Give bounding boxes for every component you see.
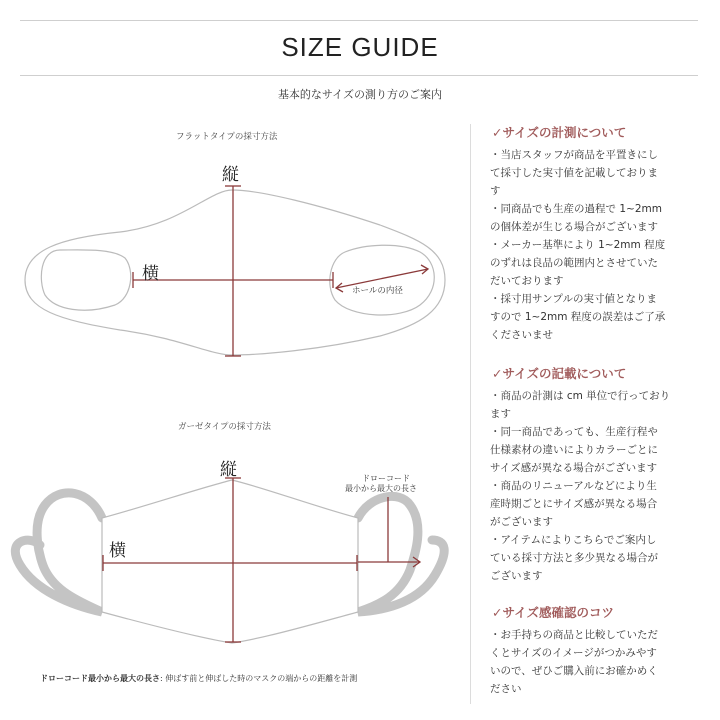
text-line: 産時期ごとにサイズ感が異なる場合 xyxy=(490,498,658,510)
section-tips-body xyxy=(490,626,700,698)
text-line: の個体差が生じる場合がございます xyxy=(490,221,658,233)
gauze-cord-label-1: ドローコード xyxy=(362,474,410,483)
text-line: だいております xyxy=(490,275,564,287)
text-line: ださい xyxy=(490,683,522,695)
flat-caption: フラットタイプの採寸方法 xyxy=(176,132,278,142)
section-listing-body xyxy=(490,387,700,585)
gauze-mask-outline xyxy=(102,480,358,643)
flat-hole-label: ホールの内径 xyxy=(352,286,403,296)
flat-right-ear-hole xyxy=(330,245,434,315)
gauze-caption: ガーゼタイプの採寸方法 xyxy=(178,422,271,432)
text-line: 仕様素材の違いによりカラーごとに xyxy=(490,444,658,456)
footnote xyxy=(40,673,357,684)
text-line: ・採寸用サンプルの実寸値となりま xyxy=(490,293,658,305)
text-line: サイズ感が異なる場合がございます xyxy=(490,462,658,474)
text-line: ございます xyxy=(490,570,543,582)
text-line: がございます xyxy=(490,516,553,528)
footnote-bold: ドローコード最小から最大の長さ xyxy=(40,674,160,683)
gauze-height-label: 縦 xyxy=(220,460,237,480)
gauze-width-label: 横 xyxy=(109,541,126,561)
text-line: ている採寸方法と多少異なる場合が xyxy=(490,552,658,564)
text-line: すので 1~2mm 程度の誤差はご了承 xyxy=(490,311,666,323)
text-line: ます xyxy=(490,408,511,420)
text-line: いので、ぜひご購入前にお確かめく xyxy=(490,665,658,677)
flat-height-label: 縦 xyxy=(222,165,239,185)
section-measuring-body xyxy=(490,146,700,344)
text-line: ・同一商品であっても、生産行程や xyxy=(490,426,658,438)
flat-width-label: 横 xyxy=(142,264,159,284)
footnote-text: : 伸ばす前と伸ばした時のマスクの端からの距離を計測 xyxy=(160,674,358,683)
text-line: す xyxy=(490,185,501,197)
text-line: ・当店スタッフが商品を平置きにし xyxy=(490,149,658,161)
text-line: て採寸した実寸値を記載しておりま xyxy=(490,167,658,179)
section-measuring-title: ✓サイズの計測について xyxy=(492,125,627,140)
text-line: くださいませ xyxy=(490,329,553,341)
text-line: ・アイテムによりこちらでご案内し xyxy=(490,534,657,546)
page-subtitle: 基本的なサイズの測り方のご案内 xyxy=(277,88,443,101)
page-title: SIZE GUIDE xyxy=(281,32,439,62)
text-line: ・お手持ちの商品と比較していただ xyxy=(490,629,658,641)
text-line: ・同商品でも生産の過程で 1~2mm xyxy=(490,203,662,215)
gauze-right-ear-loop xyxy=(358,496,444,612)
gauze-cord-label-2: 最小から最大の長さ xyxy=(345,484,417,493)
flat-mask-outline xyxy=(25,190,445,355)
section-listing-title: ✓サイズの記載について xyxy=(492,366,627,381)
text-line: のずれは良品の範囲内とさせていた xyxy=(490,257,658,269)
section-tips-title: ✓サイズ感確認のコツ xyxy=(492,605,614,620)
text-line: ・メーカー基準により 1~2mm 程度 xyxy=(490,239,666,251)
flat-left-ear-hole xyxy=(41,250,130,310)
text-line: ・商品のリニューアルなどにより生 xyxy=(490,480,657,492)
gauze-left-ear-loop xyxy=(15,493,102,612)
text-line: くとサイズのイメージがつかみやす xyxy=(490,647,657,659)
text-line: ・商品の計測は cm 単位で行っており xyxy=(490,390,671,402)
